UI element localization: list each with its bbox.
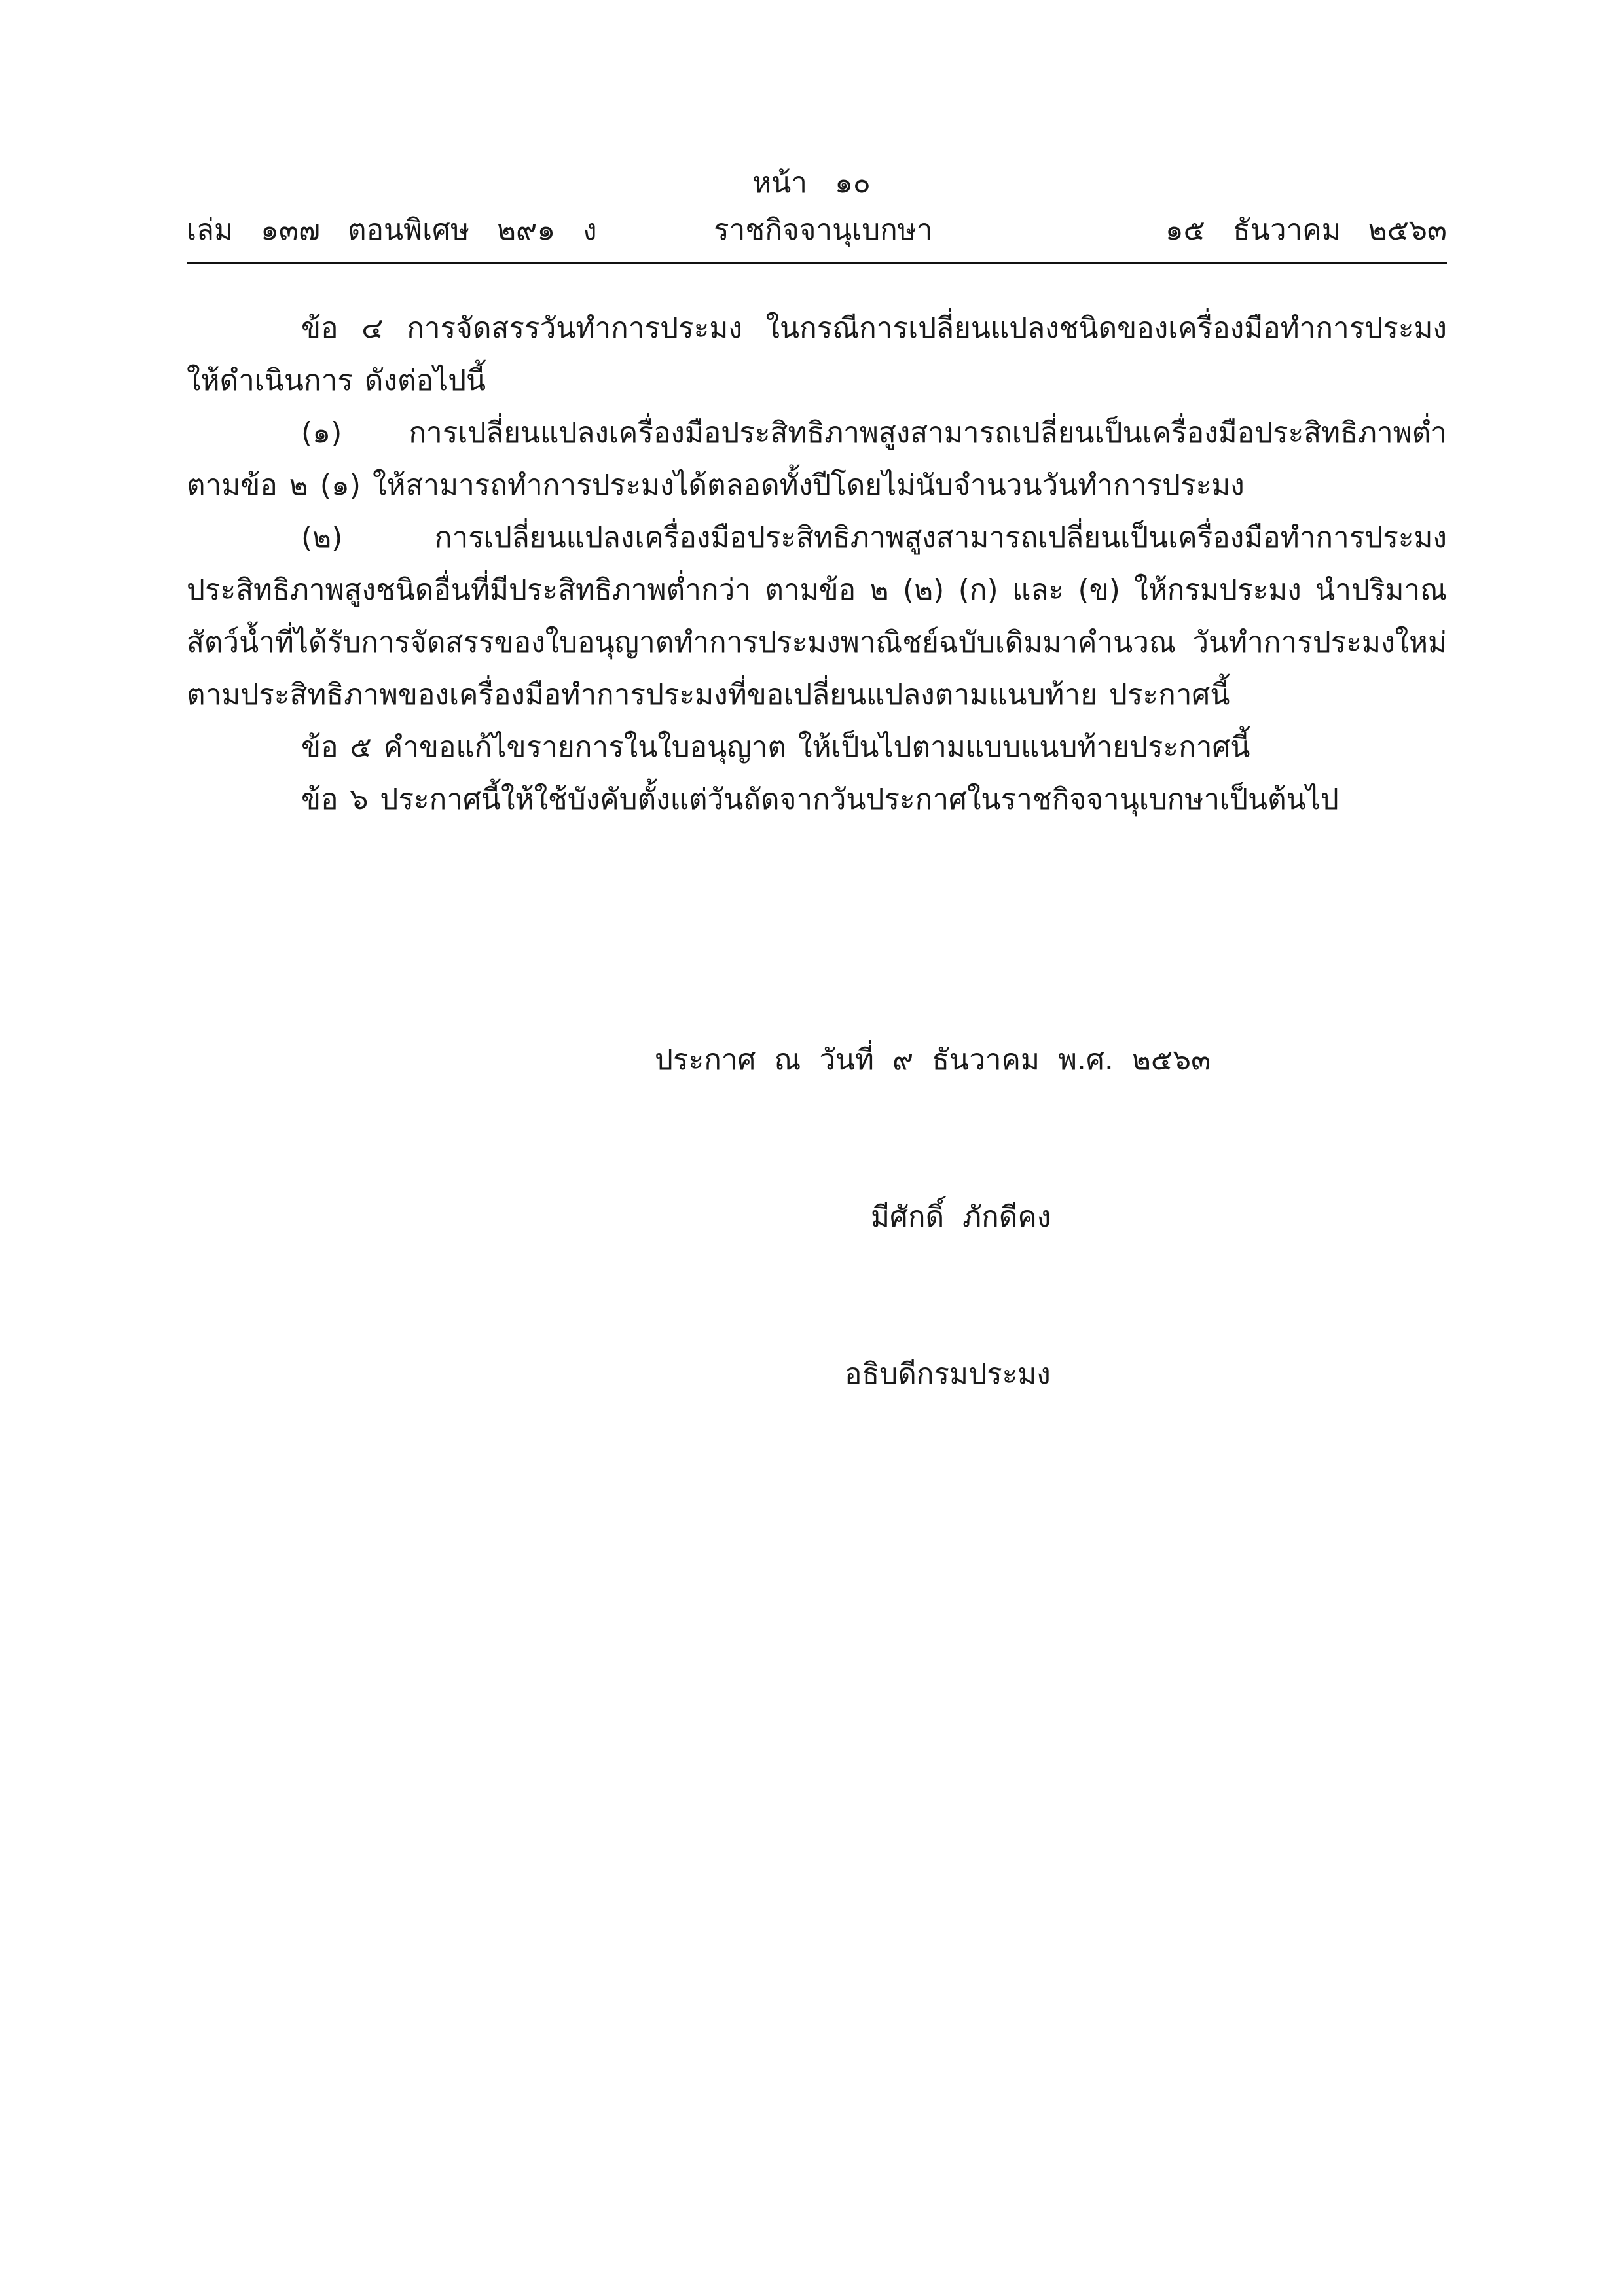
announcement-date: ประกาศ ณ วันที่ ๙ ธันวาคม พ.ศ. ๒๕๖๓ <box>655 1043 1211 1077</box>
publication-name: ราชกิจจานุเบกษา <box>714 213 933 247</box>
signature-block <box>655 929 1244 1505</box>
clause-4: ข้อ ๔ การจัดสรรวันทำการประมง ในกรณีการเปลี่ยนแปลงชนิดของเครื่องมือทำการประมง ให้ดำเนินการ ดังต่อไปนี้ <box>187 312 1447 397</box>
header-divider <box>187 262 1447 264</box>
clause-4-item-1: (๑) การเปลี่ยนแปลงเครื่องมือประสิทธิภาพสูงสามารถเปลี่ยนเป็นเครื่องมือประสิทธิภาพต่ำ ตามข้อ ๒ (๑) ให้สามารถทำการประมงได้ตลอดทั้งปีโดยไม่นับจำนวนวันทำการประมง <box>187 416 1447 502</box>
document-body <box>187 302 1447 826</box>
gazette-header <box>187 209 1447 251</box>
clause-5: ข้อ ๕ คำขอแก้ไขรายการในใบอนุญาต ให้เป็นไปตามแบบแนบท้ายประกาศนี้ <box>301 730 1250 764</box>
page-number: หน้า ๑๐ <box>752 166 871 200</box>
signatory-position: อธิบดีกรมประมง <box>845 1357 1051 1391</box>
signatory-name: มีศักดิ์ ภักดีคง <box>871 1200 1051 1234</box>
volume-info: เล่ม ๑๓๗ ตอนพิเศษ ๒๙๑ ง <box>187 213 597 247</box>
clause-4-item-2: (๒) การเปลี่ยนแปลงเครื่องมือประสิทธิภาพสูงสามารถเปลี่ยนเป็นเครื่องมือทำการประมง ประสิทธิภาพสูงชนิดอื่นที่มีประสิทธิภาพต่ำกว่า ตามข้อ ๒ (๒) (ก) และ (ข) ให้กรมประมง นำปริมาณสัตว์น้ำที่ได้รับการจัดสรรของใบอนุญาตทำการประมงพาณิชย์ฉบับเดิมมาคำนวณ วันทำการประมงใหม่ตามประสิทธิภาพของเครื่องมือทำการประมงที่ขอเปลี่ยนแปลงตามแนบท้าย ประกาศนี้ <box>187 521 1447 711</box>
publication-date: ๑๕ ธันวาคม ๒๕๖๓ <box>1165 213 1447 247</box>
clause-6: ข้อ ๖ ประกาศนี้ให้ใช้บังคับตั้งแต่วันถัดจากวันประกาศในราชกิจจานุเบกษาเป็นต้นไป <box>301 783 1339 816</box>
